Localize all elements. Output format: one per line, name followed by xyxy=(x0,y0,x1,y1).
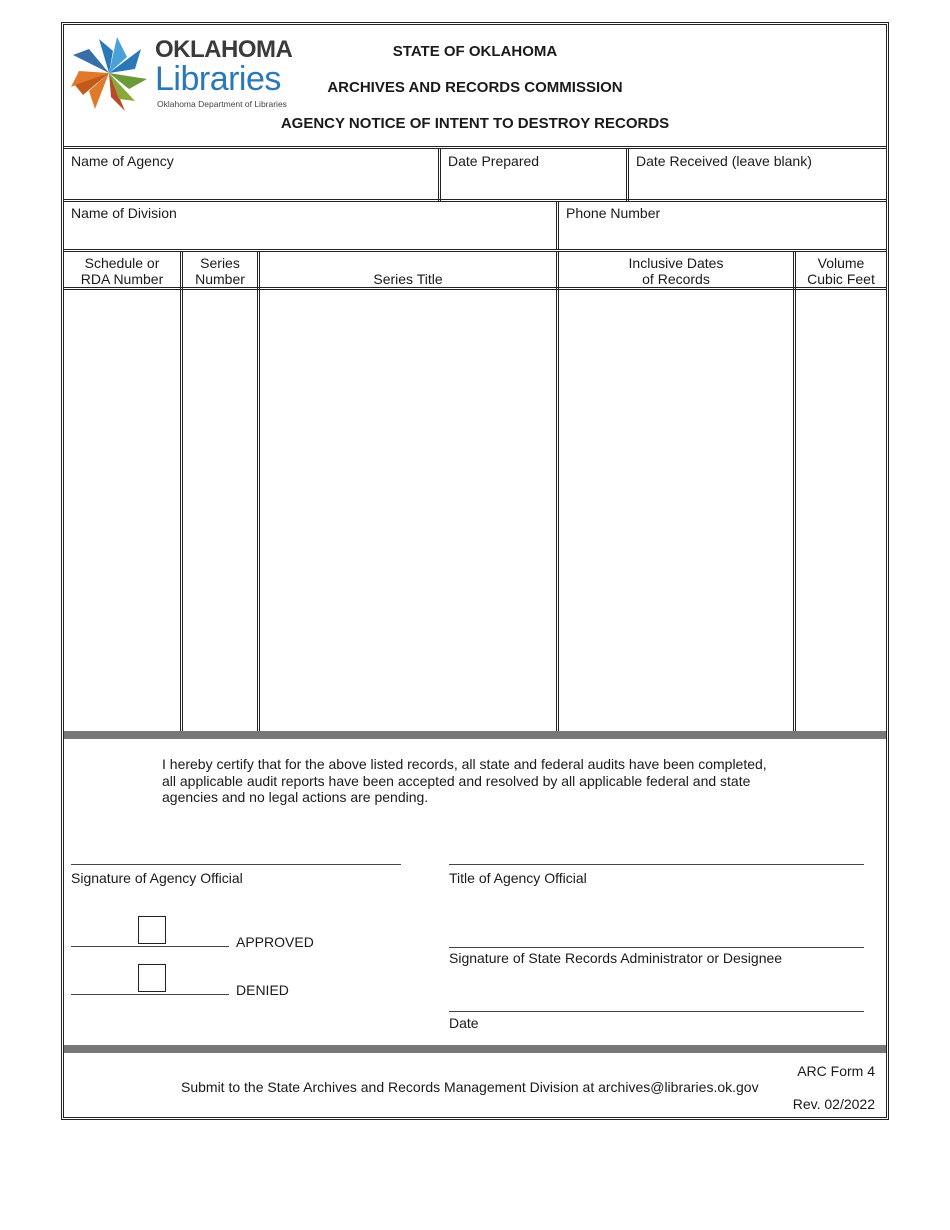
agency-official-signature-label: Signature of Agency Official xyxy=(71,870,243,886)
section-divider-bar xyxy=(64,731,886,739)
agency-name-field[interactable] xyxy=(66,171,434,199)
agency-official-title-line[interactable] xyxy=(449,864,864,865)
divider xyxy=(257,251,260,731)
form-revision: Rev. 02/2022 xyxy=(792,1096,875,1112)
schedule-number-cell[interactable] xyxy=(66,291,178,729)
certification-line: I hereby certify that for the above listed records, all state and federal audits have been completed, xyxy=(162,756,767,772)
submit-instructions: Submit to the State Archives and Records Management Division at archives@libraries.ok.gov xyxy=(181,1079,759,1095)
phone-number-field[interactable] xyxy=(562,223,884,247)
column-header-line xyxy=(260,255,556,271)
form-id: ARC Form 4 xyxy=(797,1063,875,1079)
inclusive-dates-cell[interactable] xyxy=(560,291,791,729)
date-received-field-label: Date Received (leave blank) xyxy=(636,153,812,169)
divider xyxy=(64,287,886,290)
column-header-line: Volume xyxy=(817,255,865,271)
logo-word-libraries: Libraries xyxy=(155,60,281,98)
header-state: STATE OF OKLAHOMA xyxy=(392,43,558,60)
column-header-series-title xyxy=(260,255,556,287)
date-prepared-field[interactable] xyxy=(444,171,622,199)
divider xyxy=(180,251,183,731)
divider xyxy=(64,199,886,202)
division-name-field[interactable] xyxy=(66,223,552,247)
approved-label: APPROVED xyxy=(236,934,314,950)
column-header-inclusive-dates xyxy=(559,255,793,287)
column-header-line: Cubic Feet xyxy=(807,271,875,287)
divider xyxy=(64,146,886,149)
series-number-cell[interactable] xyxy=(184,291,255,729)
column-header-line: of Records xyxy=(642,271,710,287)
volume-cell[interactable] xyxy=(797,291,886,729)
phone-number-field-label: Phone Number xyxy=(566,205,661,221)
agency-official-signature-line[interactable] xyxy=(71,864,401,865)
column-header-volume xyxy=(796,255,886,287)
approved-checkbox[interactable] xyxy=(138,916,166,944)
agency-official-title-label: Title of Agency Official xyxy=(449,870,587,886)
certification-line: agencies and no legal actions are pending. xyxy=(162,789,429,805)
date-received-field[interactable] xyxy=(632,171,884,199)
division-name-field-label: Name of Division xyxy=(71,205,177,221)
denied-initials-line[interactable] xyxy=(71,994,229,995)
denied-label: DENIED xyxy=(236,982,289,998)
divider xyxy=(626,148,629,201)
agency-name-field-label: Name of Agency xyxy=(71,153,174,169)
divider xyxy=(556,251,559,731)
logo-tagline: Oklahoma Department of Libraries xyxy=(157,99,287,109)
column-header-series-number xyxy=(183,255,257,287)
header-commission: ARCHIVES AND RECORDS COMMISSION xyxy=(327,79,623,96)
divider xyxy=(438,148,441,201)
footer-divider-bar xyxy=(64,1045,886,1053)
column-header-line: Number xyxy=(195,271,245,287)
series-title-cell[interactable] xyxy=(261,291,554,729)
column-header-schedule xyxy=(64,255,180,287)
certification-text xyxy=(162,756,767,806)
approved-initials-line[interactable] xyxy=(71,946,229,947)
state-admin-signature-line[interactable] xyxy=(449,947,864,948)
certification-line: all applicable audit reports have been accepted and resolved by all applicable federal and state xyxy=(162,772,751,789)
date-label: Date xyxy=(449,1015,479,1031)
denied-checkbox[interactable] xyxy=(138,964,166,992)
column-header-line: Series Title xyxy=(373,271,443,287)
column-header-line: RDA Number xyxy=(80,271,164,287)
divider xyxy=(64,249,886,252)
date-prepared-field-label: Date Prepared xyxy=(448,153,540,169)
date-signature-line[interactable] xyxy=(449,1011,864,1012)
column-header-line: Schedule or xyxy=(84,255,160,271)
logo-word-oklahoma: OKLAHOMA xyxy=(155,36,293,63)
column-header-line: Inclusive Dates xyxy=(628,255,724,271)
column-header-line: Series xyxy=(200,255,240,271)
form-title: AGENCY NOTICE OF INTENT TO DESTROY RECORDS xyxy=(280,115,670,132)
divider xyxy=(556,201,559,249)
records-destruction-form xyxy=(61,22,889,1120)
divider xyxy=(793,251,796,731)
state-admin-signature-label: Signature of State Records Administrator or Designee xyxy=(449,950,783,966)
